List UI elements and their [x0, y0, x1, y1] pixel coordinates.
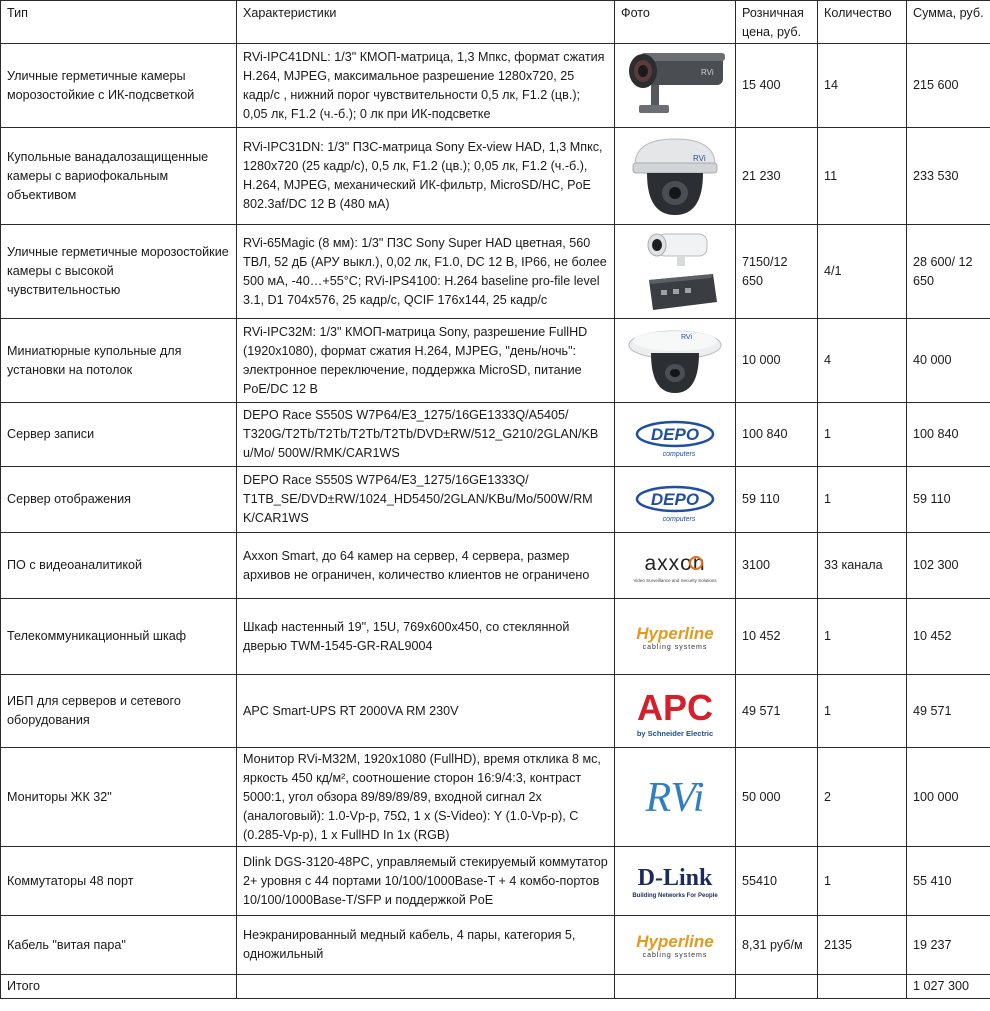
cell-characteristics: RVi-65Magic (8 мм): 1/3" ПЗС Sony Super HAD цветная, 560 ТВЛ, 52 дБ (АРУ выкл.), 0,02 лк, F1.0, DC 12 В, IP66, не более 500 мА, -40…+55°С; RVi-IPS4100: H.264 baseline pro-file level 3.1, D1 704х576, 25 кадр/с, QCIF 176х144, 25 кадр/с: [237, 225, 615, 319]
svg-text:RVi: RVi: [681, 333, 693, 341]
cell-empty: [615, 975, 736, 999]
cell-photo: [615, 225, 736, 319]
cell-sum: 10 452: [907, 599, 990, 675]
table-row: [1, 225, 990, 319]
cell-quantity: 2: [818, 748, 907, 847]
cell-sum: 102 300: [907, 533, 990, 599]
rvi-logo: [621, 767, 729, 827]
cell-sum: 28 600/ 12 650: [907, 225, 990, 319]
cell-photo: [615, 128, 736, 225]
cell-photo: [615, 847, 736, 916]
axxon-logo-text: axxon: [644, 551, 706, 575]
cell-price: 49 571: [736, 675, 818, 748]
cell-characteristics: DEPO Race S550S W7P64/E3_1275/16GE1333Q/ T1TB_SE/DVD±RW/1024_HD5450/2GLAN/KBu/Mo/500W/RM K/CAR1WS: [237, 467, 615, 533]
cell-sum: 233 530: [907, 128, 990, 225]
cell-photo: [615, 403, 736, 467]
cell-type: Коммутаторы 48 порт: [1, 847, 237, 916]
cell-photo: [615, 748, 736, 847]
cell-price: 3100: [736, 533, 818, 599]
cell-sum: 59 110: [907, 467, 990, 533]
cell-price: 100 840: [736, 403, 818, 467]
cell-price: 50 000: [736, 748, 818, 847]
cell-photo: [615, 44, 736, 128]
cell-type: Сервер отображения: [1, 467, 237, 533]
cell-characteristics: APC Smart-UPS RT 2000VA RM 230V: [237, 675, 615, 748]
total-sum: 1 027 300: [907, 975, 990, 999]
cell-sum: 49 571: [907, 675, 990, 748]
cell-type: Телекоммуникационный шкаф: [1, 599, 237, 675]
cell-quantity: 1: [818, 847, 907, 916]
cell-empty: [818, 975, 907, 999]
svg-text:RVi: RVi: [701, 67, 714, 77]
axxon-logo: [621, 546, 729, 586]
cell-sum: 40 000: [907, 319, 990, 403]
header-characteristics: Характеристики: [237, 1, 615, 44]
header-quantity: Количество: [818, 1, 907, 44]
cell-type: Кабель "витая пара": [1, 916, 237, 975]
header-photo: Фото: [615, 1, 736, 44]
cell-price: 10 452: [736, 599, 818, 675]
header-type: Тип: [1, 1, 237, 44]
cell-empty: [736, 975, 818, 999]
cell-price: 55410: [736, 847, 818, 916]
cell-characteristics: Axxon Smart, до 64 камер на сервер, 4 сервера, размер архивов не ограничен, количество клиентов не ограничено: [237, 533, 615, 599]
cell-type: Уличные герметичные камеры морозостойкие с ИК-подсветкой: [1, 44, 237, 128]
cell-characteristics: RVi-IPC32M: 1/3" КМОП-матрица Sony, разрешение FullHD (1920х1080), формат сжатия H.264, MJPEG, "день/ночь": электронное переключение, поддержка MicroSD, питание PoE/DC 12 В: [237, 319, 615, 403]
cell-quantity: 33 канала: [818, 533, 907, 599]
dlink-logo: [621, 859, 729, 903]
cell-price: 59 110: [736, 467, 818, 533]
cell-characteristics: Монитор RVi-M32M, 1920х1080 (FullHD), время отклика 8 мс, яркость 450 кд/м², соотношение сторон 16:9/4:3, контраст 5000:1, угол обзора 89/89/89/89, входной сигнал 2х (аналоговый): 1.0-Vp-p, 75Ω, 1 х (S-Video): Y (1.0-Vp-p), C (0.285-Vp-p), 1 х FullHD In 1х (RGB): [237, 748, 615, 847]
mini-dome-camera-photo: [621, 323, 729, 399]
depo-logo-text: DEPO: [650, 489, 700, 509]
table-row: [1, 675, 990, 748]
camera-and-encoder-photo: [621, 228, 729, 316]
cell-empty: [237, 975, 615, 999]
cell-photo: [615, 467, 736, 533]
apc-logo-text: APC: [636, 687, 714, 728]
hyperline-logo: [621, 927, 729, 963]
cell-price: 21 230: [736, 128, 818, 225]
depo-logo: [621, 408, 729, 462]
table-row: [1, 467, 990, 533]
table-row: [1, 44, 990, 128]
cell-type: ИБП для серверов и сетевого оборудования: [1, 675, 237, 748]
cell-price: 15 400: [736, 44, 818, 128]
header-row: [1, 1, 990, 44]
cell-characteristics: RVi-IPC31DN: 1/3" ПЗС-матрица Sony Ex-view HAD, 1,3 Мпкс, 1280х720 (25 кадр/с), 0,5 лк, F1.2 (цв.); 0,05 лк, F1.2 (ч.-б.), H.264, MJPEG, механический ИК-фильтр, MicroSD/HC, PoE 802.3af/DC 12 В (480 мА): [237, 128, 615, 225]
table-row: [1, 599, 990, 675]
header-sum: Сумма, руб.: [907, 1, 990, 44]
axxon-logo-subtext: Video Surveillance and Security Solutions: [633, 577, 717, 583]
table-row: [1, 128, 990, 225]
cell-characteristics: RVi-IPC41DNL: 1/3" КМОП-матрица, 1,3 Мпкс, формат сжатия H.264, MJPEG, максимальное разрешение 1280х720, 25 кадр/с , нижний порог чувствительности 0,5 лк, F1.2 (цв.); 0,05 лк, F1.2 (ч.-б.); 0 лк при ИК-подсветке: [237, 44, 615, 128]
bullet-camera-photo: [621, 49, 729, 123]
total-label: Итого: [1, 975, 237, 999]
cell-quantity: 11: [818, 128, 907, 225]
cell-quantity: 1: [818, 599, 907, 675]
table-row: [1, 403, 990, 467]
cell-photo: [615, 916, 736, 975]
dlink-logo-text: D-Link: [637, 865, 713, 891]
table-row: [1, 319, 990, 403]
apc-logo-subtext: by Schneider Electric: [636, 729, 714, 738]
cell-type: ПО с видеоаналитикой: [1, 533, 237, 599]
cell-sum: 100 000: [907, 748, 990, 847]
dome-camera-photo: [621, 131, 729, 221]
depo-logo-subtext: computers: [662, 450, 696, 458]
total-row: [1, 975, 990, 999]
dlink-logo-subtext: Building Networks For People: [632, 893, 718, 899]
cell-photo: [615, 599, 736, 675]
depo-logo: [621, 473, 729, 527]
hyperline-logo-text: Hyperline: [636, 623, 714, 643]
cell-sum: 55 410: [907, 847, 990, 916]
cell-sum: 100 840: [907, 403, 990, 467]
table-row: [1, 847, 990, 916]
cell-sum: 19 237: [907, 916, 990, 975]
svg-text:RVi: RVi: [693, 154, 706, 163]
header-price: Розничная цена, руб.: [736, 1, 818, 44]
cell-sum: 215 600: [907, 44, 990, 128]
hyperline-logo-subtext: cabling systems: [642, 643, 708, 651]
cell-characteristics: Неэкранированный медный кабель, 4 пары, категория 5, одножильный: [237, 916, 615, 975]
cell-quantity: 14: [818, 44, 907, 128]
table-row: [1, 748, 990, 847]
cell-quantity: 4/1: [818, 225, 907, 319]
cell-quantity: 2135: [818, 916, 907, 975]
cell-characteristics: Dlink DGS-3120-48PC, управляемый стекируемый коммутатор 2+ уровня с 44 портами 10/100/1000Base-T + 4 комбо-портов 10/100/1000Base-T/SFP и поддержкой PoE: [237, 847, 615, 916]
cell-price: 8,31 руб/м: [736, 916, 818, 975]
hyperline-logo: [621, 619, 729, 655]
cell-price: 7150/12 650: [736, 225, 818, 319]
cell-type: Уличные герметичные морозостойкие камеры с высокой чувствительностью: [1, 225, 237, 319]
table-row: [1, 916, 990, 975]
hyperline-logo-text: Hyperline: [636, 932, 714, 951]
cell-photo: [615, 675, 736, 748]
table-row: [1, 533, 990, 599]
cell-photo: [615, 533, 736, 599]
depo-logo-subtext: computers: [662, 515, 696, 523]
hyperline-logo-subtext: cabling systems: [642, 952, 708, 959]
cell-quantity: 4: [818, 319, 907, 403]
cell-quantity: 1: [818, 467, 907, 533]
cell-price: 10 000: [736, 319, 818, 403]
cell-quantity: 1: [818, 403, 907, 467]
cell-characteristics: Шкаф настенный 19", 15U, 769х600х450, со стеклянной дверью TWM-1545-GR-RAL9004: [237, 599, 615, 675]
cell-type: Сервер записи: [1, 403, 237, 467]
cell-photo: [615, 319, 736, 403]
depo-logo-text: DEPO: [650, 424, 700, 444]
cell-quantity: 1: [818, 675, 907, 748]
cell-type: Мониторы ЖК 32": [1, 748, 237, 847]
apc-logo: [621, 680, 729, 742]
cell-type: Миниатюрные купольные для установки на потолок: [1, 319, 237, 403]
cell-characteristics: DEPO Race S550S W7P64/E3_1275/16GE1333Q/A5405/ T320G/T2Tb/T2Tb/T2Tb/T2Tb/DVD±RW/512_G210/2GLAN/KB u/Mo/ 500W/RMK/CAR1WS: [237, 403, 615, 467]
rvi-logo-text: RVi: [645, 775, 705, 821]
cell-type: Купольные ванадалозащищенные камеры с вариофокальным объективом: [1, 128, 237, 225]
